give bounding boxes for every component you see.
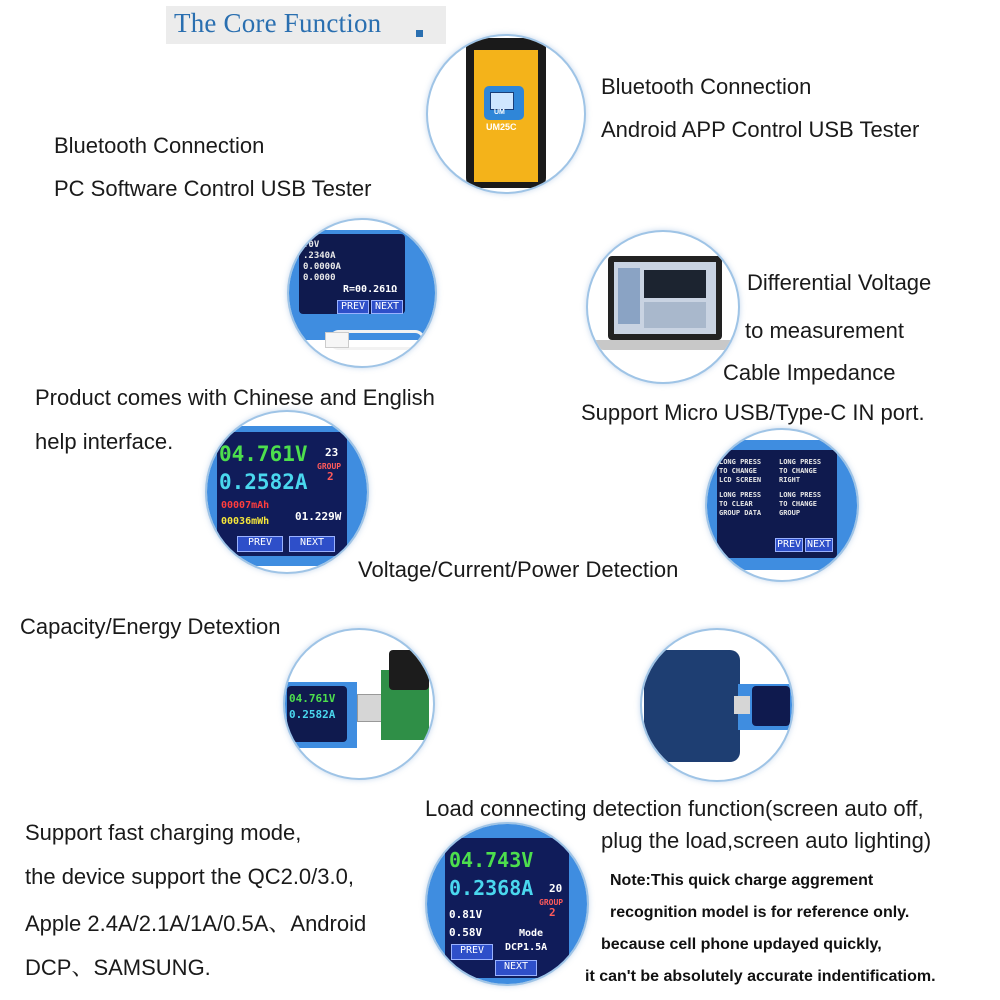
fast-current: 0.2368A xyxy=(449,876,534,900)
app-name: UM25C xyxy=(486,122,517,132)
laptop-base xyxy=(596,340,734,350)
menu-item: LONG PRESS xyxy=(719,491,762,499)
main-prev-button: PREV xyxy=(237,536,283,552)
fast-charge-line4: DCP、SAMSUNG. xyxy=(25,955,211,980)
laptop-circle xyxy=(586,230,740,384)
help-prev-button: PREV xyxy=(337,300,369,314)
fast-mode-label: Mode xyxy=(519,928,544,939)
fast-charge-circle xyxy=(425,822,589,986)
phone-app-circle xyxy=(426,34,586,194)
power-bank-circle xyxy=(640,628,794,782)
differential-line2: to measurement xyxy=(745,318,904,343)
main-mah: 00007mAh xyxy=(221,500,270,511)
fast-mode: DCP1.5A xyxy=(505,942,548,953)
laptop-controls xyxy=(644,302,706,328)
differential-line1: Differential Voltage xyxy=(747,270,932,295)
load-voltage: 04.761V xyxy=(289,692,336,705)
help-line1: Product comes with Chinese and English xyxy=(35,385,435,410)
menu-prev-button: PREV xyxy=(776,539,802,550)
main-voltage: 04.761V xyxy=(219,442,308,466)
vcp-text: Voltage/Current/Power Detection xyxy=(358,557,679,582)
menu-items-right xyxy=(779,458,821,518)
laptop-chart xyxy=(644,270,706,298)
menu-lcd xyxy=(717,450,837,558)
menu-screen-circle xyxy=(705,428,859,582)
help-lcd-values: .0V .2340A 0.0000A 0.0000 xyxy=(303,240,341,283)
note-line3: because cell phone updayed quickly, xyxy=(601,936,882,953)
note-line2: recognition model is for reference only. xyxy=(610,904,910,921)
help-next-button: NEXT xyxy=(371,300,403,314)
main-power: 01.229W xyxy=(295,510,342,523)
main-group-label: GROUP xyxy=(317,462,342,471)
usb-plug xyxy=(325,332,349,348)
laptop-display xyxy=(614,262,716,334)
fast-temp: 20 xyxy=(549,882,563,895)
menu-item: LONG PRESS xyxy=(719,458,762,466)
help-lcd xyxy=(299,234,405,314)
help-resistance: R=00.261Ω xyxy=(343,284,398,295)
bank-lcd xyxy=(752,686,790,726)
menu-item: TO CLEAR xyxy=(719,500,753,508)
main-mwh: 00036mWh xyxy=(221,516,270,527)
app-icon xyxy=(484,86,524,120)
title-dot xyxy=(416,30,423,37)
fan-icon xyxy=(389,650,429,690)
fast-group: 2 xyxy=(549,906,556,919)
load-line2: plug the load,screen auto lighting) xyxy=(601,828,932,853)
fast-next-button: NEXT xyxy=(495,960,537,976)
micro-usb-text: Support Micro USB/Type-C IN port. xyxy=(581,400,925,425)
main-group: 2 xyxy=(327,470,334,483)
fast-charge-line2: the device support the QC2.0/3.0, xyxy=(25,864,354,889)
bt-android-line1: Bluetooth Connection xyxy=(601,74,812,99)
menu-item: LCD SCREEN xyxy=(719,476,762,484)
note-line4: it can't be absolutely accurate indentificatiom. xyxy=(585,968,936,985)
fast-lcd xyxy=(445,838,569,978)
fast-dm: 0.58V xyxy=(449,926,483,939)
fast-group-label: GROUP xyxy=(539,898,564,907)
main-current: 0.2582A xyxy=(219,470,308,494)
capacity-text: Capacity/Energy Detextion xyxy=(20,614,281,639)
load-device-circle xyxy=(283,628,435,780)
app-icon-badge: UM xyxy=(494,109,505,116)
load-lcd xyxy=(287,686,347,742)
help-line2: help interface. xyxy=(35,429,174,454)
main-lcd xyxy=(217,432,347,556)
bt-android-line2: Android APP Control USB Tester xyxy=(601,117,920,142)
menu-item: TO CHANGE xyxy=(779,467,817,475)
differential-line3: Cable Impedance xyxy=(723,360,896,385)
fast-charge-line3: Apple 2.4A/2.1A/1A/0.5A、Android xyxy=(25,911,367,936)
menu-item: TO CHANGE xyxy=(719,467,757,475)
app-icon-chip xyxy=(490,92,514,110)
menu-item: GROUP xyxy=(779,509,801,517)
menu-item: LONG PRESS xyxy=(779,491,822,499)
usb-connector xyxy=(734,696,750,714)
menu-item: LONG PRESS xyxy=(779,458,822,466)
note-line1: Note:This quick charge aggrement xyxy=(610,872,874,889)
menu-item: GROUP DATA xyxy=(719,509,762,517)
laptop-panels xyxy=(618,268,640,324)
page-title: The Core Function xyxy=(174,8,382,38)
menu-item: RIGHT xyxy=(779,476,801,484)
bt-pc-line1: Bluetooth Connection xyxy=(54,133,265,158)
help-screen-circle xyxy=(287,218,437,368)
main-next-button: NEXT xyxy=(289,536,335,552)
main-temp: 23 xyxy=(325,446,339,459)
load-line1: Load connecting detection function(screen auto off, xyxy=(425,796,924,821)
fast-prev-button: PREV xyxy=(451,944,493,960)
power-bank xyxy=(644,650,740,762)
menu-items-left xyxy=(719,458,761,518)
fast-charge-line1: Support fast charging mode, xyxy=(25,820,302,845)
load-current: 0.2582A xyxy=(289,708,336,721)
fast-voltage: 04.743V xyxy=(449,848,534,872)
menu-next-button: NEXT xyxy=(806,539,832,550)
bt-pc-line2: PC Software Control USB Tester xyxy=(54,176,372,201)
main-screen-circle xyxy=(205,410,369,574)
fast-dp: 0.81V xyxy=(449,908,483,921)
menu-item: TO CHANGE xyxy=(779,500,817,508)
